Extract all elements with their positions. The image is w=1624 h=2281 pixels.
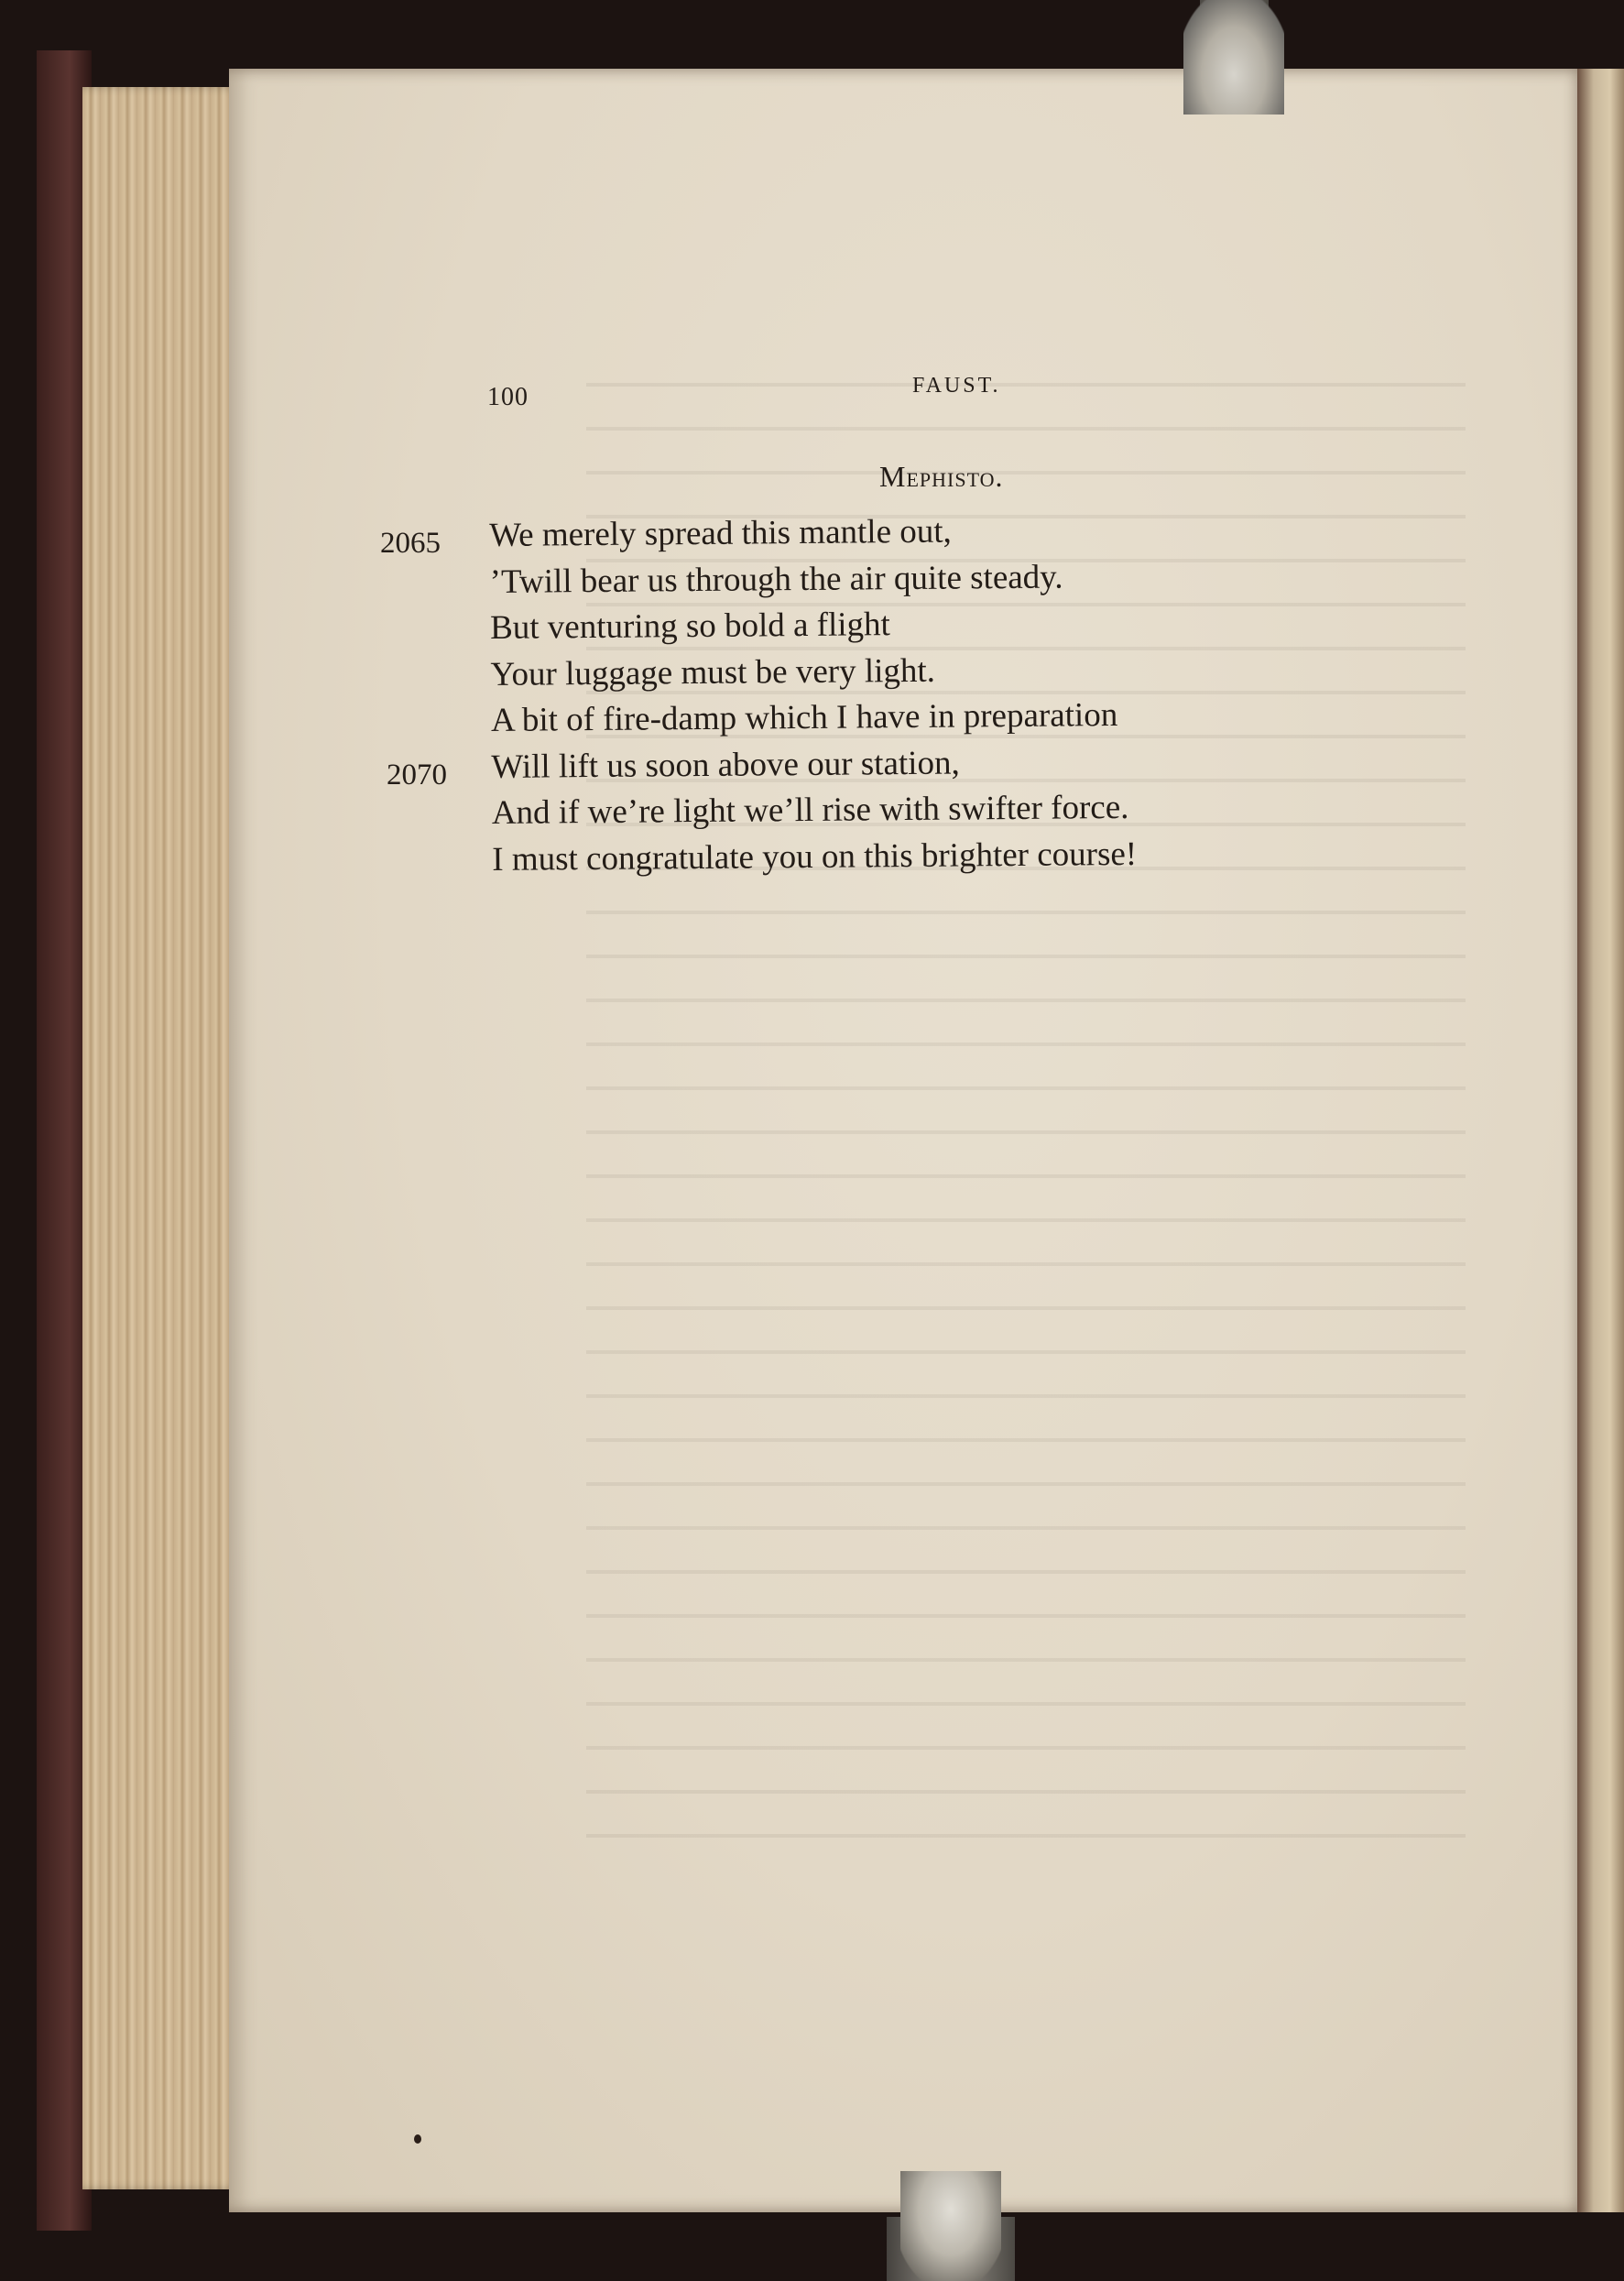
verse-line: We merely spread this mantle out, bbox=[489, 512, 952, 554]
verse-line: A bit of fire-damp which I have in preparation bbox=[490, 696, 1118, 739]
verse-line: But venturing so bold a flight bbox=[489, 606, 891, 647]
speaker-name: Mephisto. bbox=[879, 460, 1004, 493]
page-number: 100 bbox=[487, 383, 529, 411]
verse-line: ’Twill bear us through the air quite steady. bbox=[489, 558, 1063, 601]
verse-block bbox=[489, 507, 1137, 883]
running-head: FAUST. bbox=[912, 374, 1001, 398]
verse-line: Will lift us soon above our station, bbox=[491, 744, 960, 786]
line-number: 2070 bbox=[387, 759, 447, 791]
verse-line: And if we’re light we’ll rise with swifter force. bbox=[491, 788, 1129, 832]
line-number: 2065 bbox=[380, 527, 441, 560]
verse-line: Your luggage must be very light. bbox=[490, 651, 936, 693]
verse-line: I must congratulate you on this brighter course! bbox=[492, 835, 1138, 879]
